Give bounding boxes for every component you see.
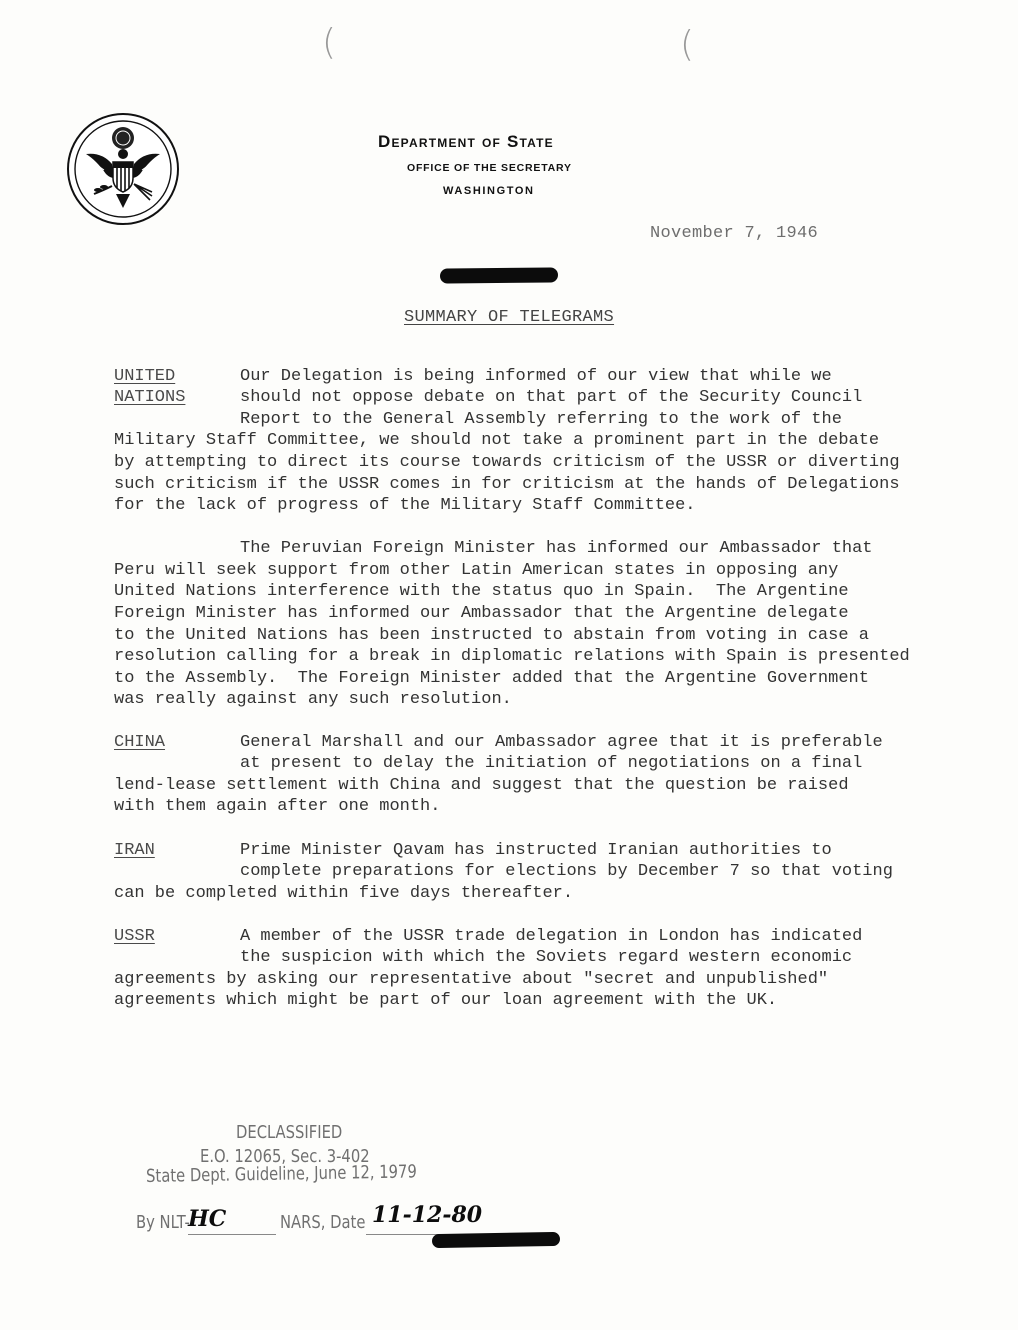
declassified-guideline: State Dept. Guideline, June 12, 1979 <box>146 1161 417 1187</box>
body-line: General Marshall and our Ambassador agree that it is preferable <box>240 733 883 752</box>
body-line: Peru will seek support from other Latin American states in opposing any <box>114 561 839 580</box>
body-line: United Nations interference with the status quo in Spain. The Argentine <box>114 582 849 601</box>
body-line: Military Staff Committee, we should not take a prominent part in the debate <box>114 431 880 450</box>
section-label-line: NATIONS <box>114 388 186 407</box>
body-line: agreements by asking our representative about "secret and unpublished" <box>114 970 829 989</box>
body-line: Prime Minister Qavam has instructed Iranian authorities to <box>240 841 832 860</box>
body-line: at present to delay the initiation of negotiations on a final <box>240 754 863 773</box>
section-label-ussr <box>114 926 155 947</box>
body-line: can be completed within five days thereafter. <box>114 884 574 903</box>
section-label-iran <box>114 840 155 861</box>
letterhead-department: Department of State <box>378 132 554 151</box>
section-label-china <box>114 732 165 753</box>
body-line: complete preparations for elections by December 7 so that voting <box>240 862 893 881</box>
body-line: by attempting to direct its course towards criticism of the USSR or diverting <box>114 453 900 472</box>
declassified-by-prefix: By NLT- <box>136 1212 190 1233</box>
declassified-nars-label: NARS, Date <box>280 1212 366 1233</box>
declassified-nars-date: 11-12-80 <box>372 1202 483 1228</box>
letterhead-office: OFFICE OF THE SECRETARY <box>407 162 572 174</box>
body-line: such criticism if the USSR comes in for criticism at the hands of Delegations <box>114 475 900 494</box>
state-department-seal-icon <box>66 112 180 226</box>
declassified-by-initials: HC <box>188 1206 227 1232</box>
body-line: Our Delegation is being informed of our view that while we <box>240 367 832 386</box>
body-line: to the United Nations has been instructed to abstain from voting in case a <box>114 626 869 645</box>
section-label-line: UNITED <box>114 367 176 386</box>
initials-underline <box>188 1234 276 1235</box>
section-label-line: CHINA <box>114 733 166 752</box>
letterhead-city: WASHINGTON <box>443 185 535 197</box>
body-line: Foreign Minister has informed our Ambassador that the Argentine delegate <box>114 604 849 623</box>
body-line: agreements which might be part of our loan agreement with the UK. <box>114 991 778 1010</box>
section-label-line: USSR <box>114 927 155 946</box>
body-line: resolution calling for a break in diplomatic relations with Spain is presented <box>114 647 910 666</box>
section-label-united-nations <box>114 366 185 408</box>
body-line: the suspicion with which the Soviets regard western economic <box>240 948 853 967</box>
body-line: Report to the General Assembly referring to the work of the <box>240 410 842 429</box>
document-title: SUMMARY OF TELEGRAMS <box>404 308 615 327</box>
body-line: A member of the USSR trade delegation in London has indicated <box>240 927 863 946</box>
body-line: with them again after one month. <box>114 797 441 816</box>
body-line: was really against any such resolution. <box>114 690 512 709</box>
document-date: November 7, 1946 <box>650 224 819 243</box>
body-line: should not oppose debate on that part of the Security Council <box>240 388 863 407</box>
declassified-heading: DECLASSIFIED <box>236 1122 343 1143</box>
scan-mark-left: ( <box>322 22 337 63</box>
classification-redaction-bar <box>440 267 558 283</box>
section-label-line: IRAN <box>114 841 155 860</box>
scan-mark-right: ( <box>680 24 695 65</box>
body-line: The Peruvian Foreign Minister has informed our Ambassador that <box>240 539 873 558</box>
bottom-classification-redaction-bar <box>432 1232 560 1248</box>
body-line: to the Assembly. The Foreign Minister added that the Argentine Government <box>114 669 869 688</box>
body-line: lend-lease settlement with China and suggest that the question be raised <box>114 776 849 795</box>
body-line: for the lack of progress of the Military Staff Committee. <box>114 496 696 515</box>
declassified-eo: E.O. 12065, Sec. 3-402 <box>200 1146 370 1167</box>
